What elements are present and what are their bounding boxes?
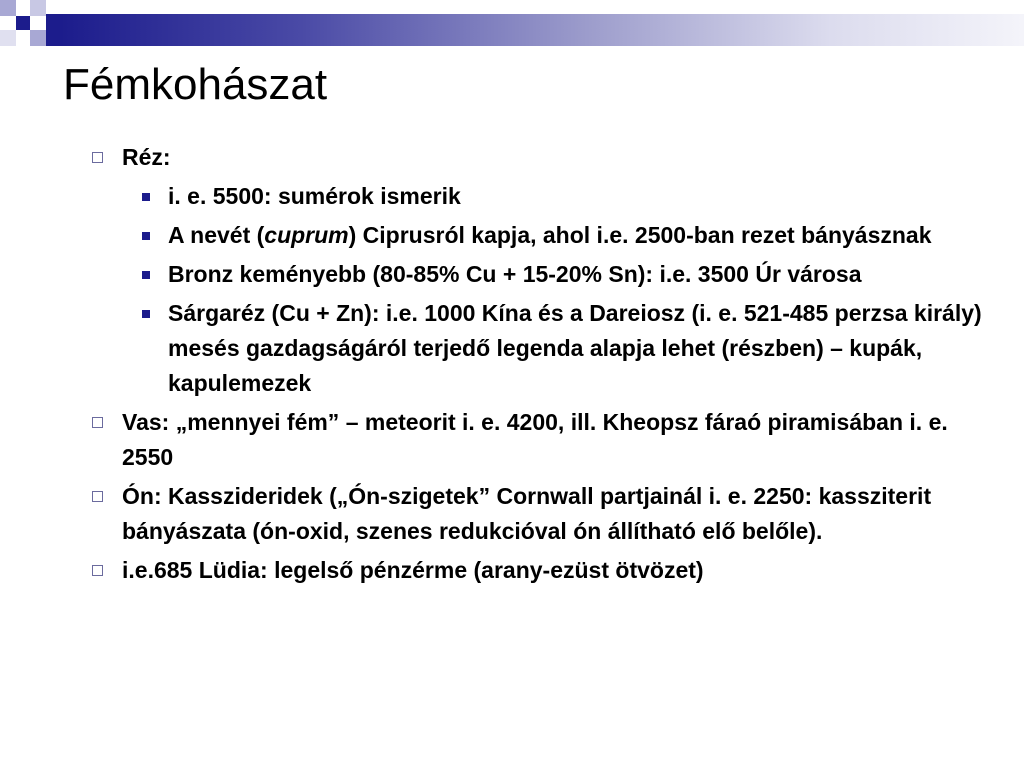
sub-bullet-item [90, 218, 990, 253]
decor-square [30, 0, 46, 16]
decor-square [0, 30, 16, 46]
bullet-item-tin [90, 479, 990, 549]
sub-bullet-item [90, 257, 990, 292]
bullet-item-iron [90, 405, 990, 475]
decor-square [16, 16, 30, 30]
bullet-text-italic: cuprum [264, 222, 349, 248]
filled-square-bullet-icon [142, 271, 150, 279]
header-gradient-bar [60, 14, 1024, 46]
bullet-item-coin [90, 553, 990, 588]
bullet-text: i.e.685 Lüdia: legelső pénzérme (arany-ezüst ötvözet) [122, 557, 704, 583]
hollow-square-bullet-icon [92, 417, 103, 428]
decor-square [0, 0, 16, 16]
hollow-square-bullet-icon [92, 152, 103, 163]
bullet-text: Vas: „mennyei fém” – meteorit i. e. 4200, ill. Kheopsz fáraó piramisában i. e. 2550 [122, 409, 948, 470]
hollow-square-bullet-icon [92, 491, 103, 502]
bullet-text: Sárgaréz (Cu + Zn): i.e. 1000 Kína és a Dareiosz (i. e. 521-485 perzsa király) mesés gazdagságáról terjedő legenda alapja lehet (részben) – kupák, kapulemezek [168, 300, 982, 396]
sub-bullet-item [90, 296, 990, 401]
slide-title: Fémkohászat [63, 60, 328, 109]
bullet-item-copper [90, 140, 990, 175]
bullet-text: Ón: Kasszideridek („Ón-szigetek” Cornwall partjainál i. e. 2250: kassziterit bányászata (ón-oxid, szenes redukcióval ón állítható elő belőle). [122, 483, 932, 544]
decor-square [30, 30, 46, 46]
filled-square-bullet-icon [142, 232, 150, 240]
decor-square [46, 0, 60, 14]
hollow-square-bullet-icon [92, 565, 103, 576]
bullet-text-suffix: ) Ciprusról kapja, ahol i.e. 2500-ban rezet bányásznak [348, 222, 932, 248]
slide-body [90, 140, 990, 592]
filled-square-bullet-icon [142, 193, 150, 201]
bullet-text-prefix: A nevét ( [168, 222, 265, 248]
bullet-text: Réz: [122, 144, 171, 170]
sub-bullet-item [90, 179, 990, 214]
bullet-text: i. e. 5500: sumérok ismerik [168, 183, 461, 209]
decor-square [46, 14, 60, 46]
bullet-text: Bronz keményebb (80-85% Cu + 15-20% Sn): i.e. 3500 Úr városa [168, 261, 862, 287]
filled-square-bullet-icon [142, 310, 150, 318]
